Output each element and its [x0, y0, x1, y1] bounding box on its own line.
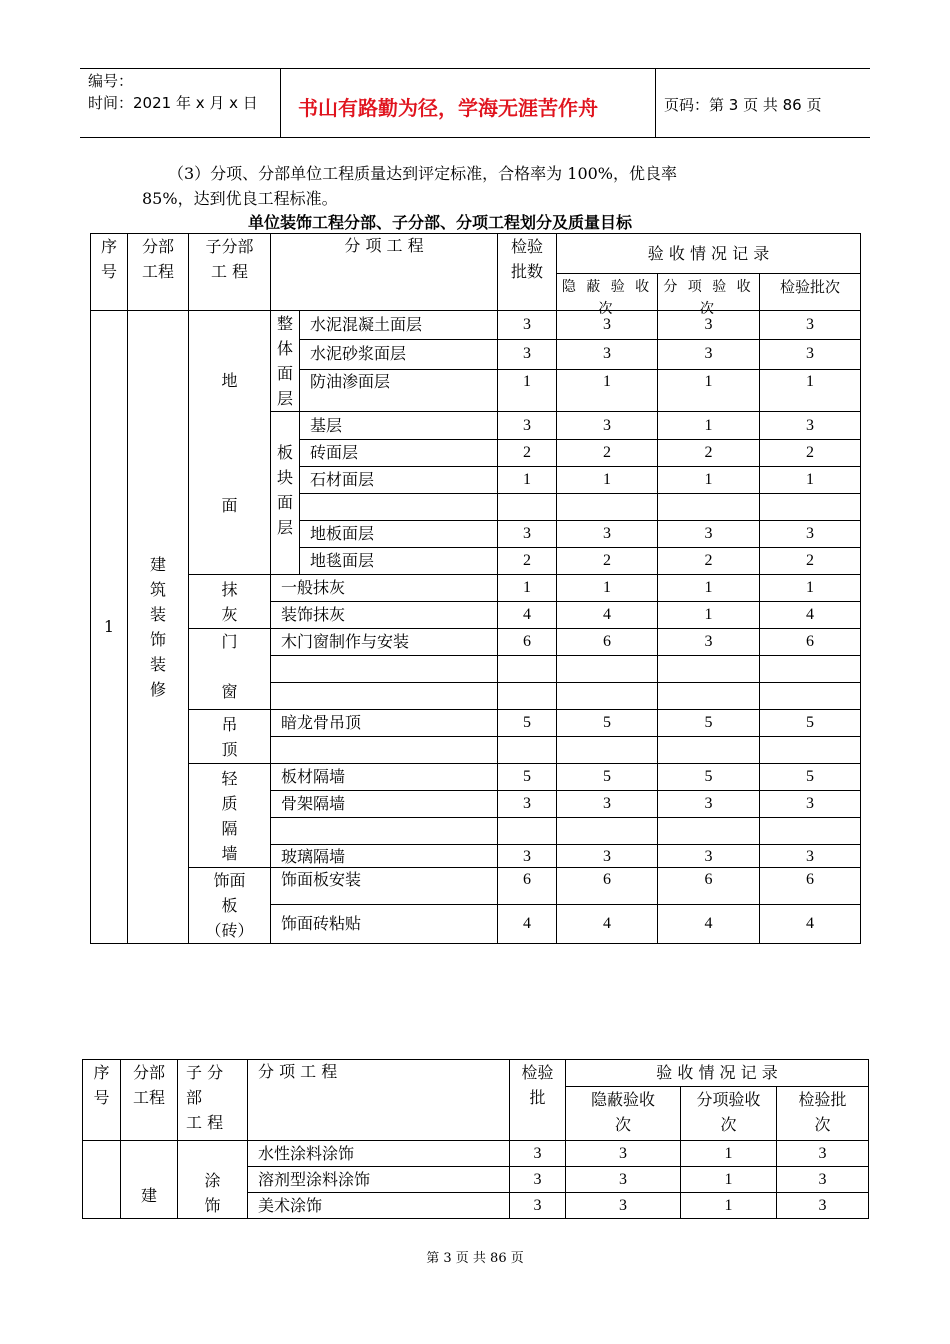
subdivision-coating: 涂 饰 [178, 1141, 248, 1219]
value-cell: 2 [658, 548, 760, 575]
division-cell: 建 筑 装 饰 装 修 [128, 311, 189, 944]
item-cell [271, 656, 498, 683]
item-cell: 骨架隔墙 [271, 791, 498, 818]
value-cell: 1 [498, 369, 557, 411]
value-cell: 3 [760, 791, 861, 818]
table-title: 单位装饰工程分部、子分部、分项工程划分及质量目标 [248, 213, 633, 232]
value-cell: 4 [498, 905, 557, 944]
value-cell: 1 [658, 369, 760, 411]
value-cell [658, 683, 760, 710]
item-cell: 一般抹灰 [271, 575, 498, 602]
value-cell: 3 [658, 340, 760, 369]
value-cell: 4 [760, 602, 861, 629]
value-cell: 1 [557, 575, 658, 602]
value-cell: 3 [557, 521, 658, 548]
value-cell: 3 [510, 1193, 566, 1219]
value-cell [557, 656, 658, 683]
header-hidden-acceptance: 隐蔽验收 次 [566, 1087, 681, 1141]
value-cell: 2 [498, 548, 557, 575]
subdivision-ceiling: 吊 顶 [189, 710, 271, 764]
value-cell: 1 [658, 467, 760, 494]
doc-time-label: 时间：2021 年 x 月 x 日 [88, 94, 258, 112]
value-cell [760, 737, 861, 764]
value-cell [557, 818, 658, 845]
value-cell: 3 [658, 845, 760, 868]
value-cell: 5 [557, 764, 658, 791]
header-subdivision: 子分部 工 程 [189, 234, 271, 311]
value-cell: 5 [760, 710, 861, 737]
item-cell: 饰面板安装 [271, 868, 498, 905]
value-cell: 3 [760, 845, 861, 868]
item-cell: 地板面层 [300, 521, 498, 548]
value-cell: 3 [557, 845, 658, 868]
value-cell [658, 494, 760, 521]
item-cell: 水泥砂浆面层 [300, 340, 498, 369]
value-cell: 3 [760, 521, 861, 548]
value-cell [498, 494, 557, 521]
value-cell [498, 683, 557, 710]
item-cell: 装饰抹灰 [271, 602, 498, 629]
value-cell [498, 656, 557, 683]
value-cell: 3 [566, 1193, 681, 1219]
value-cell [557, 683, 658, 710]
item-cell: 水泥混凝土面层 [300, 311, 498, 340]
value-cell: 1 [681, 1141, 777, 1167]
value-cell [760, 818, 861, 845]
value-cell [498, 737, 557, 764]
value-cell [760, 494, 861, 521]
value-cell: 5 [557, 710, 658, 737]
value-cell: 3 [658, 629, 760, 656]
item-cell: 基层 [300, 412, 498, 440]
value-cell: 1 [658, 412, 760, 440]
header-item-acceptance: 分项验收 次 [681, 1087, 777, 1141]
value-cell: 3 [510, 1141, 566, 1167]
subdivision-ground: 地 面 [189, 311, 271, 575]
page-number-label: 页码：第 3 页 共 86 页 [664, 96, 822, 114]
value-cell: 3 [566, 1141, 681, 1167]
value-cell: 5 [498, 710, 557, 737]
value-cell: 5 [498, 764, 557, 791]
value-cell: 3 [658, 311, 760, 340]
value-cell: 1 [681, 1167, 777, 1193]
value-cell: 3 [777, 1141, 869, 1167]
header-batch-count: 检验 批 [510, 1060, 566, 1141]
value-cell [498, 818, 557, 845]
value-cell: 1 [498, 467, 557, 494]
value-cell: 2 [557, 440, 658, 467]
value-cell: 3 [498, 311, 557, 340]
value-cell: 2 [658, 440, 760, 467]
value-cell: 3 [760, 311, 861, 340]
value-cell: 1 [760, 369, 861, 411]
item-cell: 玻璃隔墙 [271, 845, 498, 868]
seq-cell: 1 [91, 311, 128, 944]
value-cell: 3 [566, 1167, 681, 1193]
value-cell [557, 494, 658, 521]
doc-code-label: 编号： [88, 72, 134, 90]
header-hidden-acceptance: 隐 蔽 验 收 次 [557, 274, 658, 311]
item-cell: 地毯面层 [300, 548, 498, 575]
value-cell: 3 [777, 1193, 869, 1219]
value-cell: 3 [760, 412, 861, 440]
value-cell [760, 683, 861, 710]
value-cell: 3 [777, 1167, 869, 1193]
header-division: 分部 工程 [121, 1060, 178, 1141]
value-cell: 6 [557, 868, 658, 905]
item-cell [271, 683, 498, 710]
value-cell: 5 [658, 764, 760, 791]
item-cell [271, 737, 498, 764]
value-cell: 2 [760, 440, 861, 467]
item-cell: 美术涂饰 [248, 1193, 510, 1219]
value-cell: 2 [498, 440, 557, 467]
item-cell: 石材面层 [300, 467, 498, 494]
value-cell: 4 [557, 602, 658, 629]
subdivision-plaster: 抹 灰 [189, 575, 271, 629]
header-seq: 序 号 [91, 234, 128, 311]
header-batch-number: 检验批 次 [777, 1087, 869, 1141]
header-division: 分部 工程 [128, 234, 189, 311]
division-table [90, 233, 861, 944]
value-cell: 1 [557, 369, 658, 411]
header-batch-number: 检验批次 [760, 274, 861, 311]
item-cell: 溶剂型涂料涂饰 [248, 1167, 510, 1193]
value-cell: 4 [658, 905, 760, 944]
subdivision-facing: 饰面 板 （砖） [189, 868, 271, 944]
value-cell: 3 [510, 1167, 566, 1193]
value-cell: 1 [760, 467, 861, 494]
value-cell: 5 [658, 710, 760, 737]
paragraph-line-2: 85%，达到优良工程标准。 [142, 189, 338, 208]
value-cell [658, 737, 760, 764]
group-whole-layer: 整 体 面 层 [271, 311, 300, 412]
value-cell: 1 [681, 1193, 777, 1219]
value-cell: 5 [760, 764, 861, 791]
value-cell: 3 [498, 521, 557, 548]
item-cell: 饰面砖粘贴 [271, 905, 498, 944]
item-cell [300, 494, 498, 521]
value-cell: 6 [498, 868, 557, 905]
item-cell: 暗龙骨吊顶 [271, 710, 498, 737]
header-batch-count: 检验 批数 [498, 234, 557, 311]
value-cell: 6 [557, 629, 658, 656]
paragraph-line-1: （3）分项、分部单位工程质量达到评定标准，合格率为 100%，优良率 [168, 164, 678, 183]
value-cell: 6 [498, 629, 557, 656]
item-cell: 木门窗制作与安装 [271, 629, 498, 656]
header-subdivision: 子 分 部 工 程 [178, 1060, 248, 1141]
header-acceptance: 验 收 情 况 记 录 [566, 1060, 869, 1087]
value-cell: 2 [760, 548, 861, 575]
value-cell [760, 656, 861, 683]
page-footer: 第 3 页 共 86 页 [426, 1251, 524, 1266]
value-cell: 6 [658, 868, 760, 905]
item-cell: 板材隔墙 [271, 764, 498, 791]
value-cell: 6 [760, 629, 861, 656]
value-cell: 4 [498, 602, 557, 629]
value-cell: 1 [557, 467, 658, 494]
value-cell: 2 [557, 548, 658, 575]
subdivision-partition: 轻 质 隔 墙 [189, 764, 271, 868]
header-seq: 序 号 [83, 1060, 121, 1141]
header-item: 分 项 工 程 [248, 1060, 510, 1141]
value-cell: 3 [557, 311, 658, 340]
value-cell [557, 737, 658, 764]
header-acceptance: 验 收 情 况 记 录 [557, 234, 861, 274]
item-cell: 防油渗面层 [300, 369, 498, 411]
item-cell: 水性涂料涂饰 [248, 1141, 510, 1167]
division-table-continued [82, 1059, 869, 1219]
value-cell: 1 [658, 575, 760, 602]
value-cell: 4 [760, 905, 861, 944]
value-cell: 3 [658, 791, 760, 818]
division-cell: 建 [121, 1141, 178, 1219]
value-cell: 3 [498, 412, 557, 440]
value-cell: 1 [760, 575, 861, 602]
item-cell [271, 818, 498, 845]
value-cell: 1 [498, 575, 557, 602]
value-cell: 3 [760, 340, 861, 369]
value-cell: 3 [498, 791, 557, 818]
group-block-layer: 板 块 面 层 [271, 412, 300, 575]
value-cell [658, 656, 760, 683]
value-cell: 3 [557, 412, 658, 440]
value-cell: 4 [557, 905, 658, 944]
value-cell: 3 [658, 521, 760, 548]
seq-cell [83, 1141, 121, 1219]
value-cell: 3 [557, 791, 658, 818]
value-cell: 1 [658, 602, 760, 629]
header-item: 分 项 工 程 [271, 234, 498, 311]
value-cell: 3 [498, 845, 557, 868]
value-cell: 3 [557, 340, 658, 369]
header-item-acceptance: 分 项 验 收 次 [658, 274, 760, 311]
item-cell: 砖面层 [300, 440, 498, 467]
subdivision-door-window: 门 窗 [189, 629, 271, 710]
value-cell [658, 818, 760, 845]
value-cell: 3 [498, 340, 557, 369]
motto: 书山有路勤为径，学海无涯苦作舟 [298, 96, 598, 120]
value-cell: 6 [760, 868, 861, 905]
